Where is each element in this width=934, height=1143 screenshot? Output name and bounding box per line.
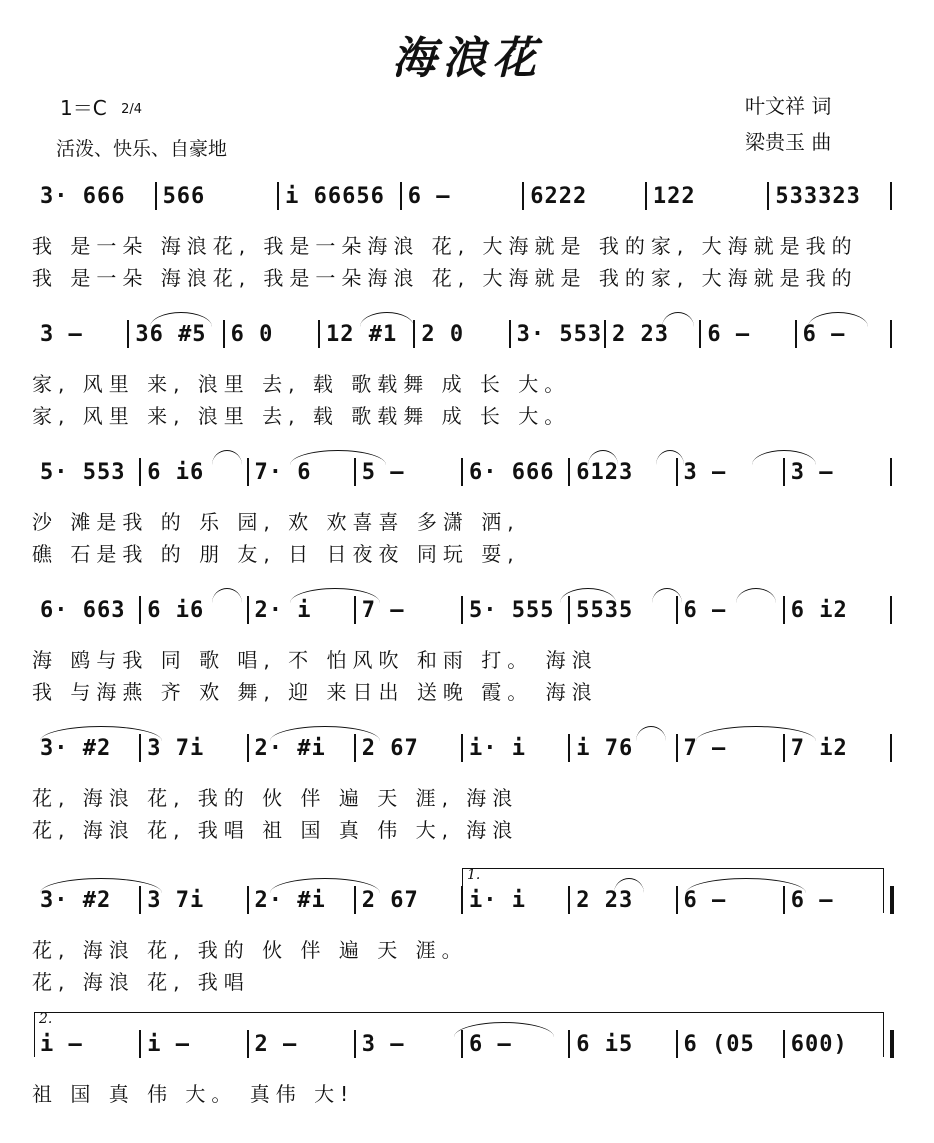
measure: 3 — [790, 460, 834, 485]
measure: 5· 555 [469, 598, 555, 623]
measure: 2· i [254, 598, 312, 623]
barline [127, 320, 129, 348]
barline [277, 182, 279, 210]
tie-arc [636, 726, 666, 741]
measure: i· i [469, 736, 526, 761]
barline [783, 596, 785, 624]
measure: 3 — [683, 460, 727, 485]
barline [604, 320, 606, 348]
measure: 6222 [530, 184, 588, 209]
barline [890, 734, 892, 762]
measure: 566 [162, 184, 206, 209]
barline [400, 182, 402, 210]
tie-arc [656, 450, 684, 465]
measure: 6 — [790, 888, 834, 913]
time-signature: 2/4 [121, 102, 142, 117]
barline [461, 734, 463, 762]
measure: 3 7i [147, 736, 205, 761]
barline [676, 734, 678, 762]
barline [890, 458, 892, 486]
measure: 7 — [361, 598, 405, 623]
measure: 6· 663 [40, 598, 126, 623]
measure: 2· #i [254, 736, 326, 761]
volta-label: 2. [39, 1011, 53, 1027]
measure: 3· 553 [516, 322, 603, 347]
measure: 6 — [683, 598, 727, 623]
tie-arc [40, 726, 162, 741]
measure: 6 i5 [576, 1032, 634, 1057]
measure: 2 67 [361, 888, 419, 913]
measure: i 76 [576, 736, 634, 761]
barline [155, 182, 157, 210]
tie-arc [662, 312, 694, 327]
measure: 2 0 [421, 322, 465, 347]
measure: 3 — [40, 322, 83, 347]
tie-arc [212, 588, 242, 603]
lyric-line: 礁 石是我 的 朋 友, 日 日夜夜 同玩 耍, [32, 542, 520, 566]
lyric-line: 花, 海浪 花, 我的 伙 伴 遍 天 涯, 海浪 [32, 786, 519, 810]
measure: 3· 666 [40, 184, 126, 209]
measure: 5 — [361, 460, 405, 485]
barline [568, 734, 570, 762]
barline [890, 596, 892, 624]
lyric-line: 我 是一朵 海浪花, 我是一朵海浪 花, 大海就是 我的家, 大海就是我的 [32, 234, 858, 258]
composer-credit: 梁贵玉 曲 [745, 130, 832, 154]
lyric-line: 海 鸥与我 同 歌 唱, 不 怕风吹 和雨 打。 海浪 [32, 648, 598, 672]
barline [699, 320, 701, 348]
measure: 5· 553 [40, 460, 126, 485]
tie-arc [808, 312, 868, 327]
measure: 3· #2 [40, 888, 112, 913]
tie-arc [212, 450, 242, 465]
measure: 2· #i [254, 888, 326, 913]
measure: 2 — [254, 1032, 298, 1057]
measure: 122 [652, 184, 696, 209]
barline [247, 596, 249, 624]
barline [509, 320, 511, 348]
lyric-line: 花, 海浪 花, 我唱 [32, 970, 250, 994]
measure: i — [147, 1032, 190, 1057]
key-signature [60, 92, 142, 121]
lyric-line: 沙 滩是我 的 乐 园, 欢 欢喜喜 多潇 洒, [32, 510, 520, 534]
measure: 600) [790, 1032, 848, 1057]
lyric-line: 花, 海浪 花, 我唱 祖 国 真 伟 大, 海浪 [32, 818, 519, 842]
barline [890, 320, 892, 348]
barline [795, 320, 797, 348]
tie-arc [696, 726, 816, 741]
measure: 6 i6 [147, 460, 205, 485]
lyric-line: 我 与海燕 齐 欢 舞, 迎 来日出 送晚 霞。 海浪 [32, 680, 598, 704]
song-title: 海浪花 [392, 33, 542, 84]
measure: 6123 [576, 460, 634, 485]
measure: 6 — [407, 184, 451, 209]
measure: 533323 [775, 184, 861, 209]
measure: 6 0 [230, 322, 274, 347]
barline [890, 182, 892, 210]
measure: 7· 6 [254, 460, 312, 485]
barline [568, 458, 570, 486]
measure: 3 — [361, 1032, 405, 1057]
barline [139, 596, 141, 624]
measure: 6 (05 [683, 1032, 755, 1057]
tie-arc [40, 878, 162, 893]
measure: 6 — [469, 1032, 512, 1057]
tie-arc [588, 450, 618, 465]
barline [247, 886, 249, 914]
barline [767, 182, 769, 210]
barline [139, 458, 141, 486]
volta-bracket [462, 868, 884, 913]
tie-arc [290, 450, 386, 465]
tie-arc [652, 588, 682, 603]
lyric-line: 祖 国 真 伟 大。 真伟 大! [32, 1082, 355, 1106]
tie-arc [270, 726, 380, 741]
lyricist-credit: 叶文祥 词 [745, 94, 832, 118]
measure: 7 — [683, 736, 727, 761]
tie-arc [290, 588, 380, 603]
staff-row [32, 182, 902, 212]
tie-arc [360, 312, 414, 327]
measure: 3· #2 [40, 736, 112, 761]
volta-label: 1. [467, 867, 481, 883]
barline [522, 182, 524, 210]
barline [247, 734, 249, 762]
lyric-line: 家, 风里 来, 浪里 去, 载 歌载舞 成 长 大。 [32, 404, 571, 428]
barline [890, 886, 894, 914]
barline [223, 320, 225, 348]
measure: 12 #1 [326, 322, 398, 347]
measure: 6 i2 [790, 598, 848, 623]
tie-arc [752, 450, 816, 465]
measure: 6 — [707, 322, 751, 347]
measure: 5535 [576, 598, 634, 623]
tie-arc [270, 878, 380, 893]
measure: 6 i6 [147, 598, 205, 623]
measure: 3 7i [147, 888, 205, 913]
barline [461, 596, 463, 624]
measure: 2 23 [612, 322, 669, 347]
tie-arc [560, 588, 616, 603]
barline [461, 458, 463, 486]
measure: i — [40, 1032, 83, 1057]
barline [318, 320, 320, 348]
barline [890, 1030, 894, 1058]
tempo-marking: 活泼、快乐、自豪地 [56, 138, 228, 160]
measure: i· i [469, 888, 526, 913]
tie-arc [736, 588, 776, 603]
measure: 2 67 [361, 736, 419, 761]
key-text: 1＝C [60, 96, 107, 120]
lyric-line: 我 是一朵 海浪花, 我是一朵海浪 花, 大海就是 我的家, 大海就是我的 [32, 266, 858, 290]
lyric-line: 花, 海浪 花, 我的 伙 伴 遍 天 涯。 [32, 938, 468, 962]
measure: 7 i2 [790, 736, 848, 761]
measure: 36 #5 [135, 322, 207, 347]
lyric-line: 家, 风里 来, 浪里 去, 载 歌载舞 成 长 大。 [32, 372, 571, 396]
barline [645, 182, 647, 210]
measure: 6· 666 [469, 460, 555, 485]
measure: 6 — [802, 322, 846, 347]
measure: 6 — [683, 888, 727, 913]
tie-arc [150, 312, 212, 327]
measure: 2 23 [576, 888, 634, 913]
barline [247, 458, 249, 486]
measure: i 66656 [285, 184, 385, 209]
